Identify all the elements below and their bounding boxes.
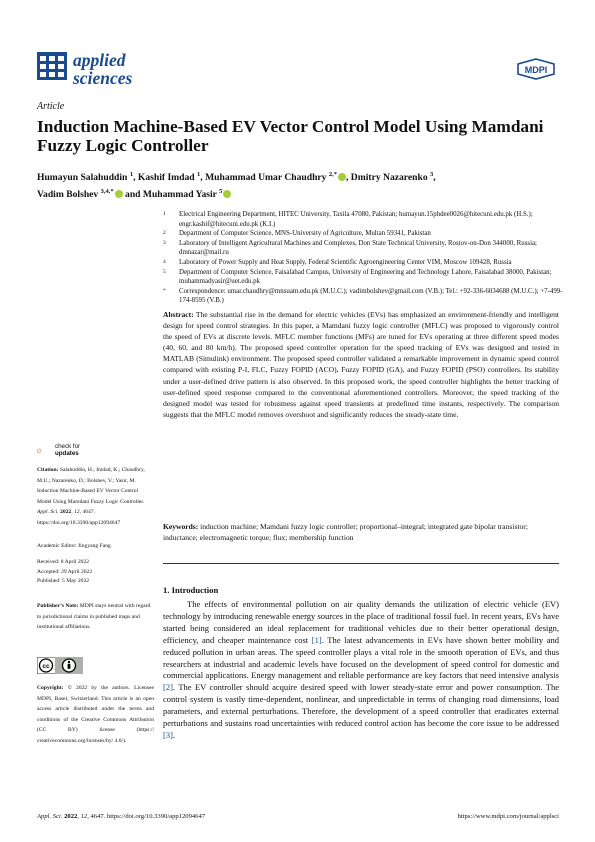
author-separator: , [346,172,351,184]
intro-text-1: The effects of environmental pollution on air quality demands the utilization of electric vehicle (EV) technology by introducing renewable energy sources in the place of traditional fossil fuel. In recent years, EVs have started being considered an ideal replacement for traditional vehicles due to their better operational design, efficiency, and cheaper maintenance cost [163,599,559,645]
citation-link-1[interactable]: [1] [311,634,322,645]
mdpi-logo-icon [516,58,556,80]
applied-sciences-logo-icon [37,52,67,80]
affiliation-text: Laboratory of Power Supply and Heat Supply, Federal Scientific Agroengineering Center VIM, Moscow 109428, Russia [179,258,512,266]
abstract-text: The substantial rise in the demand for electric vehicles (EVs) has emphasized an environment-friendly and intelligent design for speed control strategies. In this paper, a Mamdani fuzzy logic controller (MFLC) was proposed to vigorously control the speed of EVs at discrete levels. MFLC member functions (MFs) are tuned for EVs operating at three different speed modes (40, 60, and 80 km/h). The proposed speed controller operation for the speed tracking of EVs was designed and tested in MATLAB (Simulink) environment. The proposed speed controller validated a remarkable improvement in dynamic speed control compared with existing P-I, FLC, Fuzzy FOPID (ACO), Fuzzy FOPID (GA), and Fuzzy FOPID (PSO) controllers. Its stability under a user-defined drive pattern is also observed. In this proposed work, the speed controller highlights the better tracking of user-defined speed response compared to the conventional aforementioned controllers. Moreover, the speed tracking of the designed model was tested for robustness against speed transients at predefined time instants, respectively. The comparison suggests that the MFLC model removes overshoot and significantly reduces the steady-state time. [163,310,559,419]
author-name: Kashif Imdad [137,172,195,184]
affiliation-text: Department of Computer Science, MNS-University of Agriculture, Multan 59341, Pakistan [179,230,431,238]
citation-label: Citation: [37,467,59,473]
orcid-icon[interactable] [115,190,123,198]
author-name: Muhammad Umar Chaudhry [205,172,327,184]
affiliation-text: Department of Computer Science, Faisalabad Campus, University of Engineering and Technology Lahore, Faisalabad 38000, Pakistan; muhammadyasir@uet.edu.pk [179,268,552,286]
citation-year: 2022 [60,509,72,516]
published-date: Published: 5 May 2022 [37,578,90,585]
author-affiliation-marker: 1 [129,171,134,178]
publisher-note-text: MDPI stays neutral with regard to jurisdictional claims in published maps and institutional affiliations. [37,603,151,631]
affiliation-item [163,258,563,268]
accepted-date: Accepted: 29 April 2022 [37,568,93,575]
journal-name-line2: sciences [73,68,133,88]
affiliation-text: Electrical Engineering Department, HITEC University, Taxila 47080, Pakistan; humayun.15phdee0026@hitecuni.edu.pk (H.S.); engr.kashif@hitecuni.edu.pk (K.I.) [179,211,533,228]
check-line1: check for [55,443,81,450]
citation-link-3[interactable]: [3] [163,729,173,740]
author-affiliation-marker: 2,* [328,171,337,178]
section-divider [163,563,559,564]
copyright-text: © 2022 by the authors. Licensee MDPI, Basel, Switzerland. This article is an open access article distributed under the terms and conditions of the Creative Commons Attribution (CC BY) license (https:// creativecommons.org/licenses/by/ 4.0/). [37,685,154,744]
publisher-note [37,601,154,633]
keywords-label: Keywords: [163,522,199,531]
article-dates [37,558,154,587]
author-affiliation-marker: 3,4,* [100,187,114,195]
author-separator: , [200,172,206,184]
citation-journal: Appl. Sci. [37,509,59,516]
intro-text-2: . The latest advancements in EVs have shown better mobility and reduced pollution in urban areas. The speed controller plays a vital role in the smooth operation of EVs, and thus researchers at industrial and academic levels have focused on the development of speed control for domestic and commercial applications. Energy management and reliable performance are key factors that need intensive analysis [163,634,559,681]
author-separator: , [133,172,138,184]
academic-editor: Academic Editor: Jingyang Fang [37,543,111,549]
affiliation-text: Laboratory of Intelligent Agricultural Machines and Complexes, Don State Technical University, Rostov-on-Don 344000, Russia; dmnazar@mail.ru [179,239,537,257]
orcid-icon[interactable] [338,173,346,181]
publisher-note-label: Publisher’s Note: [37,603,79,609]
author-name: Muhammad Yasir [142,188,217,200]
affiliation-item [163,287,563,306]
svg-text:cc: cc [42,663,50,670]
keywords-text: induction machine; Mamdani fuzzy logic controller; proportional–integral; integrated gate bipolar transistor; inductance; electromagnetic torque; flux; membership function [163,522,528,543]
affiliation-number: * [163,287,166,294]
keywords [163,521,559,543]
check-line2: updates [55,450,79,457]
intro-paragraph [163,599,559,742]
affiliation-number: 3 [163,239,166,246]
orcid-icon[interactable] [223,190,231,198]
section-heading: 1. Introduction [163,585,219,595]
author-affiliation-marker: 3 [430,171,434,178]
citation-text: Salahuddin, H.; Imdad, K.; Chaudhry, M.U.; Nazarenko, D.; Bolshev, V.; Yasir, M. Induction Machine-Based EV Vector Control Model Using Mamdani Fuzzy Logic Controller. [37,467,145,505]
author-affiliation-marker: 5 [219,187,223,195]
abstract-label: Abstract: [163,310,194,319]
journal-name-line1: applied [73,50,126,70]
author-name: Dmitry Nazarenko [350,172,428,184]
svg-text:MDPI: MDPI [524,65,548,75]
intro-text-3: . The EV controller should acquire desired speed with lower steady-state error and power consumption. The control system is vastly time-dependent, nonlinear, and unpredictable in terms of changing road dimensions, load parameters, and external perturbations. Therefore, the development of a speed controller that eradicates external perturbations and sustains road uncertainties with reduced control action has become the core issue to be addressed [163,682,559,729]
affiliation-text: Correspondence: umar.chaudhry@mnsuam.edu.pk (M.U.C.); vadimbolshev@gmail.com (V.B.); Tel.: +92-336-6034688 (M.U.C.); +7-499-174-8595 (V.B.) [179,287,563,305]
abstract [163,309,559,420]
footer-volume: 12, [80,813,89,820]
intro-text-4: . [172,729,176,740]
received-date: Received: 8 April 2022 [37,559,90,565]
affiliation-item [163,268,563,287]
footer-year: 2022 [64,813,78,820]
article-type: Article [37,101,65,112]
copyright-notice [37,683,154,747]
citation-link-2[interactable]: [2] [163,682,173,693]
affiliation-number: 5 [163,268,166,275]
author-list [37,168,557,201]
author-separator: and [122,188,143,200]
copyright-label: Copyright: [37,685,64,691]
author-name: Humayun Salahuddin [37,172,128,184]
affiliation-number: 2 [163,230,166,237]
cc-by-license-icon[interactable] [37,657,83,674]
affiliation-number: 4 [163,258,166,265]
affiliation-item [163,229,563,239]
footer-citation: Appl. Sci. 2022, 12, 4647. https://doi.org/10.3390/app12094647 [37,813,206,820]
author-name: Vadim Bolshev [37,188,99,200]
footer-journal: Appl. Sci. [37,813,63,820]
check-for-updates-icon[interactable] [37,443,53,459]
citation-volume: 12, [74,509,81,516]
affiliations [163,210,563,306]
author-affiliation-marker: 1 [197,171,201,178]
author-separator: , [433,172,436,184]
footer-journal-url[interactable]: https://www.mdpi.com/journal/applsci [457,813,559,820]
journal-name [73,51,132,87]
check-for-updates-label[interactable] [55,443,80,457]
footer-doi-link[interactable]: 4647. https://doi.org/10.3390/app12094647 [90,813,206,820]
affiliation-item [163,239,563,258]
article-title: Induction Machine-Based EV Vector Control Model Using Mamdani Fuzzy Logic Controller [37,117,544,155]
citation-doi[interactable]: 4647. https://doi.org/10.3390/app12094647 [37,509,121,526]
citation-block: Citation: Salahuddin, H.; Imdad, K.; Chaudhry, M.U.; Nazarenko, D.; Bolshev, V.; Yasir, M. Induction Machine-Based EV Vector Control Model Using Mamdani Fuzzy Logic Controller. Appl. Sci. 2022, 12, 4647. https://doi.org/10.3390/app12094647 [37,467,145,526]
affiliation-number: 1 [163,211,166,217]
affiliation-item [163,210,563,229]
